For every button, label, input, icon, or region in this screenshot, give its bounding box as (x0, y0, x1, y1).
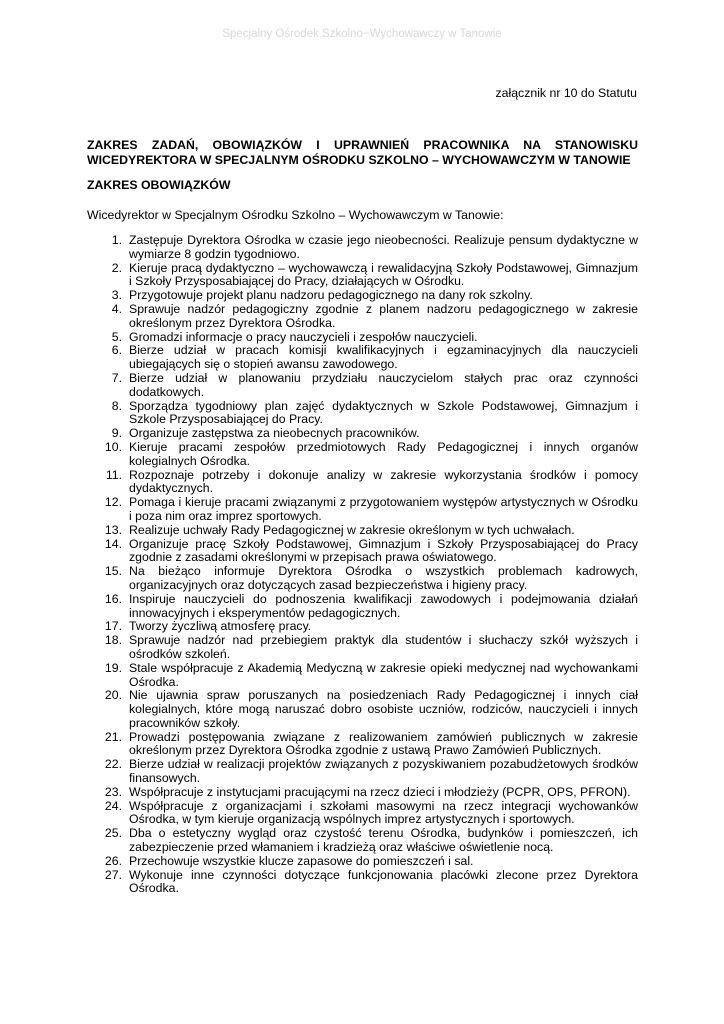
list-item-text: Kieruje pracami zespołów przedmiotowych Rady Pedagogicznej i innych organów kolegialnych Ośrodka. (129, 439, 638, 468)
list-item-text: Dba o estetyczny wygląd oraz czystość terenu Ośrodka, budynków i pomieszczeń, ich zabezpieczenie przed włamaniem i kradzieżą oraz właściwe oświetlenie nocą. (129, 826, 638, 855)
list-item (87, 827, 638, 855)
list-item (87, 289, 638, 303)
list-item-text: Stale współpracuje z Akademią Medyczną w zakresie opieki medycznej nad wychowankami Ośrodka. (129, 660, 638, 689)
list-item (87, 869, 638, 897)
list-item-number: 15. (104, 564, 122, 579)
list-item-text: Organizuje zastępstwa za nieobecnych pracowników. (129, 426, 420, 441)
list-item-number: 25. (104, 826, 122, 841)
duties-list (87, 234, 638, 896)
list-item-number: 1. (111, 233, 122, 247)
list-item-number: 22. (104, 757, 122, 772)
list-item (87, 524, 638, 538)
list-item (87, 303, 638, 331)
list-item (87, 634, 638, 662)
list-item-text: Współpracuje z instytucjami pracującymi na rzecz dzieci i młodzieży (PCPR, OPS, PFRON). (129, 784, 631, 799)
list-item-number: 17. (104, 619, 122, 634)
list-item-number: 18. (104, 633, 122, 648)
list-item (87, 800, 638, 828)
list-item-text: Rozpoznaje potrzeby i dokonuje analizy w zakresie wykorzystania środków i pomocy dydaktycznych. (129, 467, 638, 496)
list-item-number: 23. (104, 784, 122, 799)
list-item-text: Organizuje pracę Szkoły Podstawowej, Gimnazjum i Szkoły Przysposabiającej do Pracy zgodnie z zasadami określonymi w przepisach prawa oświatowego. (129, 536, 638, 565)
list-item-text: Współpracuje z organizacjami i szkołami masowymi na rzecz integracji wychowanków Ośrodka, w tym kieruje organizacją wspólnych imprez artystycznych i sportowych. (129, 798, 638, 827)
list-item-text: Bierze udział w planowaniu przydziału nauczycielom stałych prac oraz czynności dodatkowych. (129, 370, 638, 399)
list-item-number: 2. (111, 260, 122, 275)
list-item-text: Przechowuje wszystkie klucze zapasowe do pomieszczeń i sal. (129, 853, 474, 868)
list-item (87, 262, 638, 290)
list-item-text: Gromadzi informacje o pracy nauczycieli i zespołów nauczycieli. (129, 329, 478, 344)
list-item-text: Realizuje uchwały Rady Pedagogicznej w zakresie określonym w tych uchwałach. (129, 522, 575, 537)
list-item (87, 331, 638, 345)
list-item-text: Tworzy życzliwą atmosferę pracy. (129, 619, 312, 634)
document-title: ZAKRES ZADAŃ, OBOWIĄZKÓW I UPRAWNIEŃ PRACOWNIKA NA STANOWISKU WICEDYREKTORA W SPECJALNYM OŚRODKU SZKOLNO – WYCHOWAWCZYM W TANOWIE (87, 138, 638, 167)
list-item-number: 7. (111, 370, 122, 385)
list-item-number: 24. (104, 798, 122, 813)
list-item-text: Sprawuje nadzór pedagogiczny zgodnie z planem nadzoru pedagogicznego w zakresie określonym przez Dyrektora Ośrodka. (129, 301, 638, 330)
header-watermark: Specjalny Ośrodek Szkolno−Wychowawczy w Tanowie (222, 28, 502, 40)
list-item (87, 786, 638, 800)
list-item-text: Wykonuje inne czynności dotyczące funkcjonowania placówki zlecone przez Dyrektora Ośrodka. (129, 867, 638, 896)
list-item-number: 14. (104, 536, 122, 551)
list-item-text: Na bieżąco informuje Dyrektora Ośrodka o wszystkich problemach kadrowych, organizacyjnych oraz dotyczących zasad bezpieczeństwa i higieny pracy. (129, 564, 638, 592)
list-item-text: Bierze udział w realizacji projektów związanych z pozyskiwaniem pozabudżetowych środków finansowych. (129, 757, 638, 786)
list-item-number: 3. (111, 288, 122, 303)
list-item-number: 13. (104, 522, 122, 537)
list-item-number: 11. (105, 467, 122, 482)
list-item-number: 26. (104, 853, 122, 868)
list-item-text: Zastępuje Dyrektora Ośrodka w czasie jego nieobecności. Realizuje pensum dydaktyczne w wymiarze 8 godzin tygodniowo. (129, 233, 638, 261)
list-item (87, 758, 638, 786)
list-item (87, 593, 638, 621)
list-item-number: 27. (104, 867, 122, 882)
list-item-number: 10. (104, 439, 122, 454)
list-item-text: Kieruje pracą dydaktyczno – wychowawczą i rewalidacyjną Szkoły Podstawowej, Gimnazjum i Szkoły Przysposabiającej do Pracy, działających w Ośrodku. (129, 260, 638, 289)
list-item (87, 662, 638, 690)
list-item-text: Sporządza tygodniowy plan zajęć dydaktycznych w Szkole Podstawowej, Gimnazjum i Szkole Przysposabiającej do Pracy. (129, 398, 638, 427)
list-item-number: 12. (104, 495, 122, 510)
list-item-text: Inspiruje nauczycieli do podnoszenia kwalifikacji zawodowych i podejmowania działań innowacyjnych i eksperymentów pedagogicznych. (129, 591, 638, 620)
list-item-number: 9. (111, 426, 122, 441)
list-item (87, 427, 638, 441)
list-item-text: Sprawuje nadzór nad przebiegiem praktyk dla studentów i słuchaczy szkół wyższych i ośrodków szkoleń. (129, 633, 638, 661)
list-item (87, 731, 638, 759)
attachment-note: załącznik nr 10 do Statutu (495, 86, 637, 100)
list-item-text: Prowadzi postępowania związane z realizowaniem zamówień publicznych w zakresie określonym przez Dyrektora Ośrodka zgodnie z ustawą Prawo Zamówień Publicznych. (129, 729, 638, 758)
list-item (87, 234, 638, 262)
list-item-number: 19. (104, 660, 122, 675)
list-item-text: Nie ujawnia spraw poruszanych na posiedzeniach Rady Pedagogicznej i innych ciał kolegialnych, które mogą naruszać dobro osobiste uczniów, rodziców, nauczycieli i innych pracowników szkoły. (129, 688, 638, 730)
list-item (87, 469, 638, 497)
list-item-number: 16. (104, 591, 122, 606)
list-item-number: 21. (104, 729, 122, 744)
list-item-text: Pomaga i kieruje pracami związanymi z przygotowaniem występów artystycznych w Ośrodku i poza nim oraz imprez sportowych. (129, 495, 638, 523)
list-item (87, 496, 638, 524)
list-item-number: 4. (111, 301, 122, 316)
list-item (87, 620, 638, 634)
list-item (87, 400, 638, 428)
list-item-number: 5. (111, 329, 122, 344)
list-item-text: Bierze udział w pracach komisji kwalifikacyjnych i egzaminacyjnych dla nauczycieli ubiegających się o stopień awansu zawodowego. (129, 343, 638, 372)
list-item-number: 20. (104, 688, 122, 703)
intro-text: Wicedyrektor w Specjalnym Ośrodku Szkolno – Wychowawczym w Tanowie: (87, 208, 504, 222)
list-item-number: 6. (111, 343, 122, 358)
list-item (87, 689, 638, 730)
list-item-number: 8. (111, 398, 122, 413)
list-item (87, 372, 638, 400)
list-item (87, 855, 638, 869)
list-item (87, 565, 638, 593)
section-title: ZAKRES OBOWIĄZKÓW (87, 178, 231, 192)
list-item (87, 441, 638, 469)
list-item (87, 538, 638, 566)
list-item (87, 344, 638, 372)
list-item-text: Przygotowuje projekt planu nadzoru pedagogicznego na dany rok szkolny. (129, 288, 533, 303)
